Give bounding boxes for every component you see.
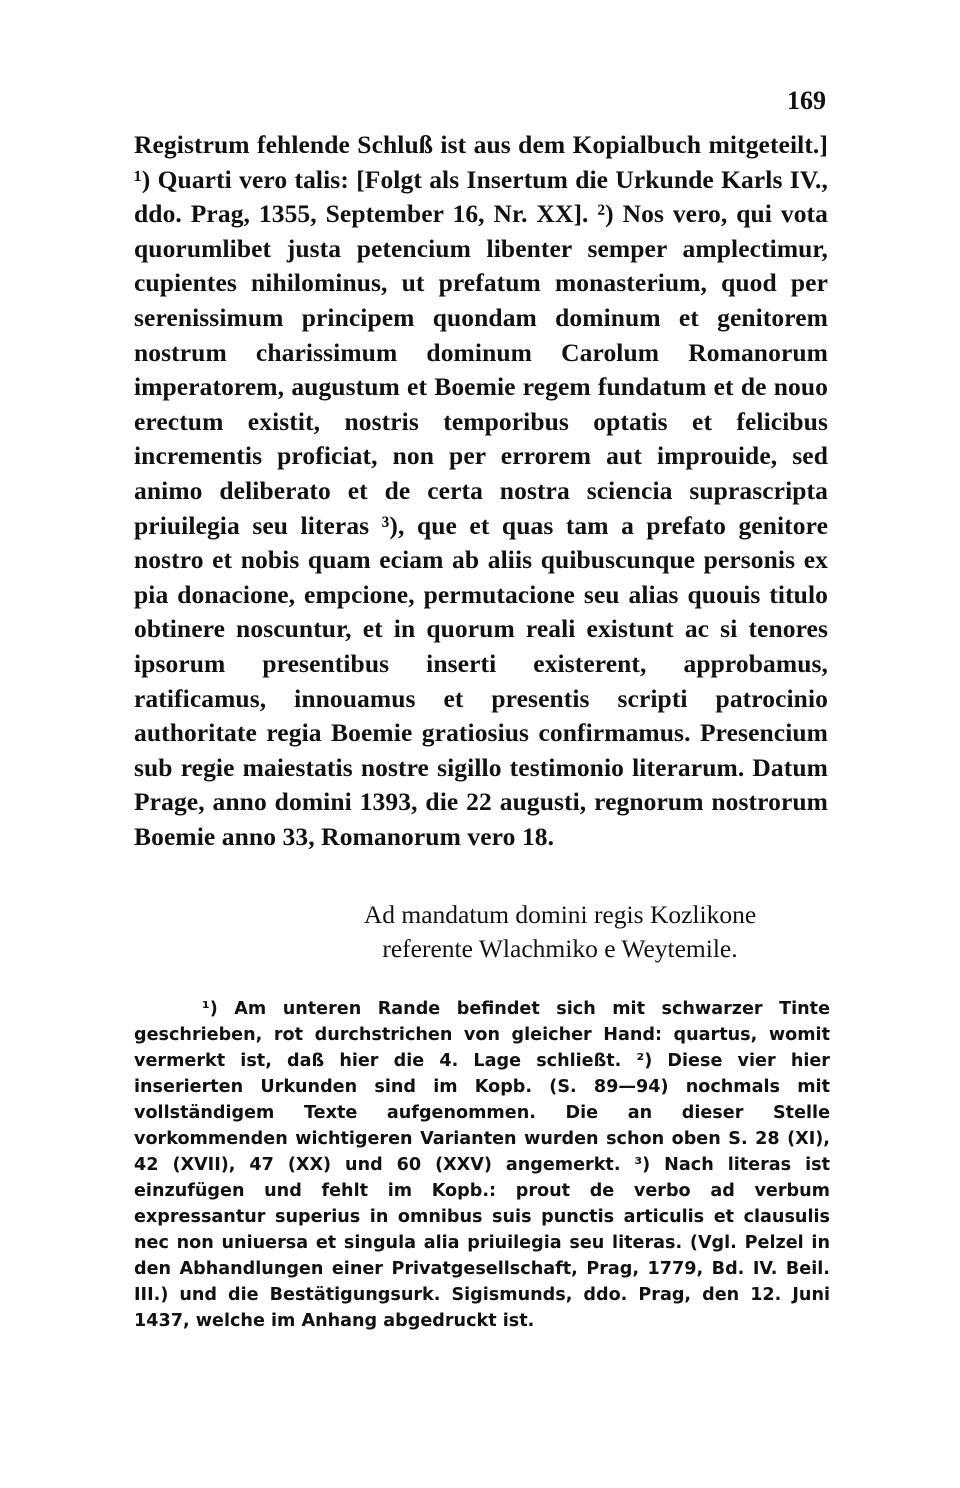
footnotes-block xyxy=(134,996,830,1334)
main-paragraph: Registrum fehlende Schluß ist aus dem Kopialbuch mitgeteilt.] ¹) Quarti vero talis: [Folgt als Insertum die Urkunde Karls IV., ddo. Prag, 1355, September 16, Nr. XX]. ²) Nos vero, qui vota quorumlibet justa petencium libenter semper amplectimur, cupientes nihilominus, ut prefatum monasterium, quod per serenissimum principem quondam dominum et genitorem nostrum charissimum dominum Carolum Romanorum imperatorem, augustum et Boemie regem fundatum et de nouo erectum existit, nostris temporibus optatis et felicibus incrementis proficiat, non per errorem aut improuide, sed animo deliberato et de certa nostra sciencia suprascripta priuilegia seu literas ³), que et quas tam a prefato genitore nostro et nobis quam eciam ab aliis quibuscunque personis ex pia donacione, empcione, permutacione seu alias quouis titulo obtinere noscuntur, et in quorum reali existunt ac si tenores ipsorum presentibus inserti existerent, approbamus, ratificamus, innouamus et presentis scripti patrocinio authoritate regia Boemie gratiosius confirmamus. Presencium sub regie maiestatis nostre sigillo testimonio literarum. Datum Prage, anno domini 1393, die 22 augusti, regnorum nostrorum Boemie anno 33, Romanorum vero 18. xyxy=(134,130,828,851)
footnotes-text: ¹) Am unteren Rande befindet sich mit schwarzer Tinte geschrieben, rot durchstrichen von gleicher Hand: quartus, womit vermerkt ist, daß hier die 4. Lage schließt. ²) Diese vier hier inserierten Urkunden sind im Kopb. (S. 89—94) nochmals mit vollständigem Texte aufgenommen. Die an dieser Stelle vorkommenden wichtigeren Varianten wurden schon oben S. 28 (XI), 42 (XVII), 47 (XX) und 60 (XXV) angemerkt. ³) Nach literas ist einzufügen und fehlt im Kopb.: prout de verbo ad verbum expressantur superius in omnibus suis punctis articulis et clausulis nec non uniuersa et singula alia priuilegia seu literas. (Vgl. Pelzel in den Abhandlungen einer Privatgesellschaft, Prag, 1779, Bd. IV. Beil. III.) und die Bestätigungsurk. Sigismunds, ddo. Prag, den 12. Juni 1437, welche im Anhang abgedruckt ist. xyxy=(134,999,830,1331)
signature-line-1: Ad mandatum domini regis Kozlikone xyxy=(363,900,757,929)
main-text-block xyxy=(134,128,828,854)
page-number: 169 xyxy=(787,86,826,115)
signature-block xyxy=(340,898,780,966)
signature-line-2: referente Wlachmiko e Weytemile. xyxy=(382,934,738,963)
